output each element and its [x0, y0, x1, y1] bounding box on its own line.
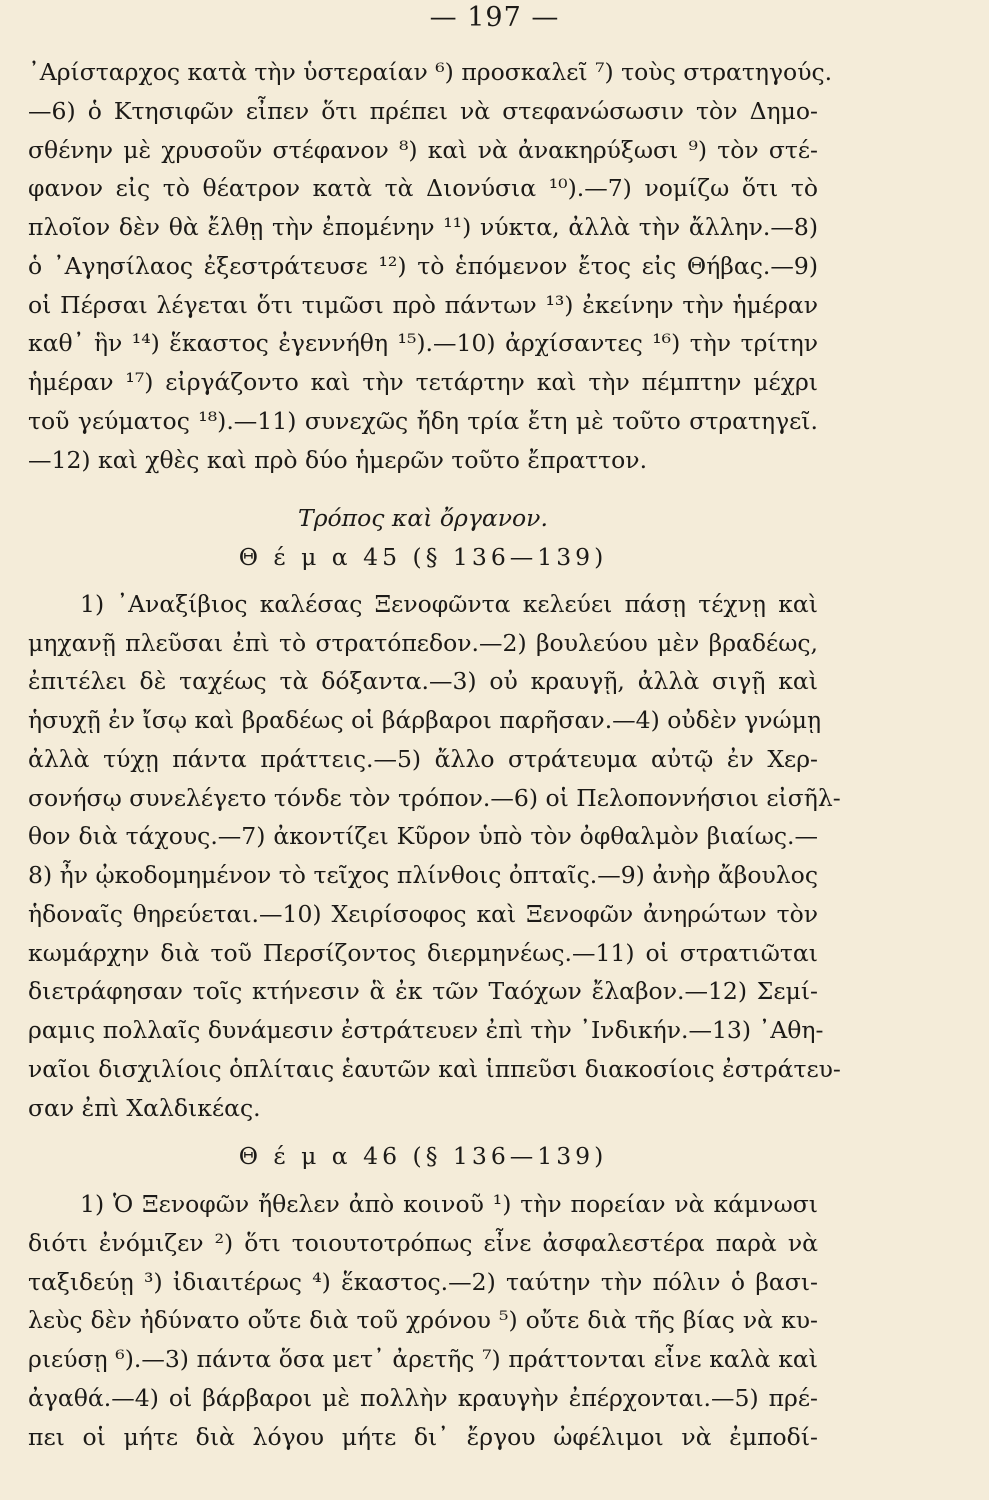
text-line: ριεύσῃ ⁶).—3) πάντα ὅσα μετ᾿ ἀρετῆς ⁷) πράττονται εἶνε καλὰ καὶ	[28, 1345, 818, 1373]
text-line: ραμις πολλαῖς δυνάμεσιν ἐστράτευεν ἐπὶ τὴν ᾿Ινδικήν.—13) ᾿Αθη-	[28, 1016, 824, 1044]
text-line: σθένην μὲ χρυσοῦν στέφανον ⁸) καὶ νὰ ἀνακηρύξωσι ⁹) τὸν στέ-	[28, 136, 818, 164]
text-line: —6) ὁ Κτησιφῶν εἶπεν ὅτι πρέπει νὰ στεφανώσωσιν τὸν Δημο-	[28, 97, 818, 125]
text-line: ἀγαθά.—4) οἱ βάρβαροι μὲ πολλὴν κραυγὴν ἐπέρχονται.—5) πρέ-	[28, 1384, 818, 1412]
text-line: ὁ ᾿Αγησίλαος ἐξεστράτευσε ¹²) τὸ ἑπόμενον ἔτος εἰς Θήβας.—9)	[28, 252, 818, 280]
exercise-heading-46: Θ έ μ α 46 (§ 136—139)	[238, 1142, 608, 1170]
text-line: 1) Ὁ Ξενοφῶν ἤθελεν ἀπὸ κοινοῦ ¹) τὴν πορείαν νὰ κάμνωσι	[80, 1190, 818, 1218]
text-line: καθ᾿ ἣν ¹⁴) ἕκαστος ἐγεννήθη ¹⁵).—10) ἀρχίσαντες ¹⁶) τὴν τρίτην	[28, 329, 818, 357]
text-line: σονήσῳ συνελέγετο τόνδε τὸν τρόπον.—6) οἱ Πελοποννήσιοι εἰσῆλ-	[28, 784, 841, 812]
text-line: διετράφησαν τοῖς κτήνεσιν ἃ ἐκ τῶν Ταόχων ἔλαβον.—12) Σεμί-	[28, 977, 818, 1005]
text-line: λεὺς δὲν ἠδύνατο οὔτε διὰ τοῦ χρόνου ⁵) οὔτε διὰ τῆς βίας νὰ κυ-	[28, 1306, 818, 1334]
text-line: ταξιδεύῃ ³) ἰδιαιτέρως ⁴) ἕκαστος.—2) ταύτην τὴν πόλιν ὁ βασι-	[28, 1268, 818, 1296]
text-line: ἡμέραν ¹⁷) εἰργάζοντο καὶ τὴν τετάρτην καὶ τὴν πέμπτην μέχρι	[28, 368, 818, 396]
text-line: ναῖοι δισχιλίοις ὁπλίταις ἑαυτῶν καὶ ἱππεῦσι διακοσίοις ἐστράτευ-	[28, 1055, 841, 1083]
text-line: ἡσυχῇ ἐν ἴσῳ καὶ βραδέως οἱ βάρβαροι παρῆσαν.—4) οὐδὲν γνώμῃ	[28, 706, 822, 734]
text-line: ἀλλὰ τύχῃ πάντα πράττεις.—5) ἄλλο στράτευμα αὐτῷ ἐν Χερ-	[28, 745, 818, 773]
text-line: σαν ἐπὶ Χαλδικέας.	[28, 1094, 261, 1122]
text-line: διότι ἐνόμιζεν ²) ὅτι τοιουτοτρόπως εἶνε ἀσφαλεστέρα παρὰ νὰ	[28, 1229, 818, 1257]
text-line: πει οἱ μήτε διὰ λόγου μήτε δι᾿ ἔργου ὠφέλιμοι νὰ ἐμποδί-	[28, 1423, 818, 1451]
text-line: τοῦ γεύματος ¹⁸).—11) συνεχῶς ἤδη τρία ἔτη μὲ τοῦτο στρατηγεῖ.	[28, 407, 818, 435]
text-line: ἡδοναῖς θηρεύεται.—10) Χειρίσοφος καὶ Ξενοφῶν ἀνηρώτων τὸν	[28, 900, 818, 928]
page-number: — 197 —	[429, 2, 560, 33]
text-line: ἐπιτέλει δὲ ταχέως τὰ δόξαντα.—3) οὐ κραυγῇ, ἀλλὰ σιγῇ καὶ	[28, 667, 818, 695]
section-heading: Τρόπος καὶ ὄργανον.	[298, 504, 548, 532]
text-line: —12) καὶ χθὲς καὶ πρὸ δύο ἡμερῶν τοῦτο ἔπραττον.	[28, 446, 648, 474]
text-line: θον διὰ τάχους.—7) ἀκοντίζει Κῦρον ὑπὸ τὸν ὀφθαλμὸν βιαίως.—	[28, 822, 818, 850]
text-line: μηχανῇ πλεῦσαι ἐπὶ τὸ στρατόπεδον.—2) βουλεύου μὲν βραδέως,	[28, 629, 818, 657]
text-line: ᾿Αρίσταρχος κατὰ τὴν ὑστεραίαν ⁶) προσκαλεῖ ⁷) τοὺς στρατηγούς.	[28, 58, 833, 86]
text-line: οἱ Πέρσαι λέγεται ὅτι τιμῶσι πρὸ πάντων ¹³) ἐκείνην τὴν ἡμέραν	[28, 291, 818, 319]
exercise-heading-45: Θ έ μ α 45 (§ 136—139)	[238, 543, 608, 571]
text-line: 8) ἦν ᾠκοδομημένον τὸ τεῖχος πλίνθοις ὀπταῖς.—9) ἀνὴρ ἄβουλος	[28, 861, 818, 889]
text-line: φανον εἰς τὸ θέατρον κατὰ τὰ Διονύσια ¹⁰).—7) νομίζω ὅτι τὸ	[28, 174, 818, 202]
text-line: κωμάρχην διὰ τοῦ Περσίζοντος διερμηνέως.—11) οἱ στρατιῶται	[28, 939, 818, 967]
text-line: πλοῖον δὲν θὰ ἔλθῃ τὴν ἐπομένην ¹¹) νύκτα, ἀλλὰ τὴν ἄλλην.—8)	[28, 213, 818, 241]
text-line: 1) ᾿Αναξίβιος καλέσας Ξενοφῶντα κελεύει πάσῃ τέχνῃ καὶ	[80, 590, 818, 618]
